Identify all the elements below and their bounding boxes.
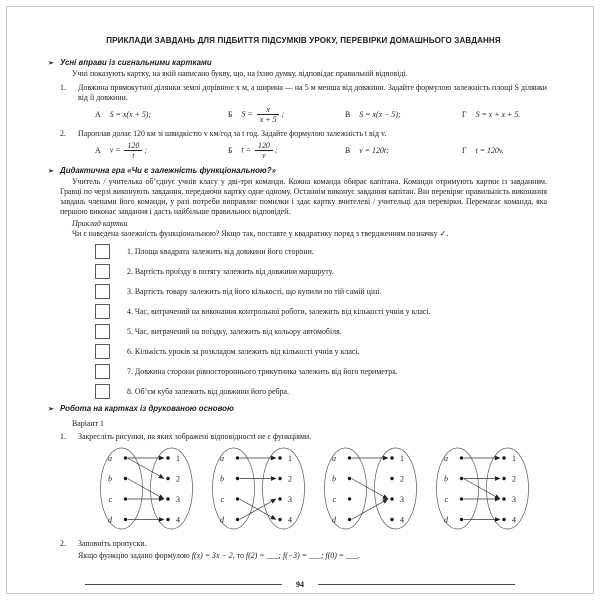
variant-label: Варіант 1 <box>72 419 104 428</box>
option-letter: А <box>95 109 101 119</box>
list-item <box>60 344 547 359</box>
statement-checkbox[interactable] <box>95 304 110 319</box>
statement-text: 5. Час, витрачений на поїздку, залежить від кольору автомобіля. <box>127 326 342 336</box>
svg-text:1: 1 <box>512 453 516 463</box>
option-letter: Г <box>462 145 467 155</box>
task-1 <box>60 432 547 442</box>
fill-text-post: то <box>234 551 246 560</box>
task-2-intro: Заповніть пропуски. <box>78 539 147 548</box>
task-1-text: Закресліть рисунки, на яких зображені відповідності не є функціями. <box>78 432 312 441</box>
answer-option <box>95 110 228 119</box>
list-item <box>60 304 547 319</box>
problem-2 <box>60 129 547 139</box>
svg-text:d: d <box>220 515 224 525</box>
page-title: ПРИКЛАДИ ЗАВДАНЬ ДЛЯ ПІДБИТТЯ ПІДСУМКІВ УРОКУ, ПЕРЕВІРКИ ДОМАШНЬОГО ЗАВДАННЯ <box>106 36 501 45</box>
footer-rule-right <box>318 584 515 585</box>
svg-text:b: b <box>444 474 448 484</box>
svg-text:1: 1 <box>288 453 292 463</box>
svg-text:c: c <box>332 494 336 504</box>
statement-checkbox[interactable] <box>95 364 110 379</box>
arrow-marker-icon: ➢ <box>48 168 54 175</box>
answer-option <box>345 146 462 155</box>
answer-option <box>228 105 345 124</box>
option-letter: В <box>345 109 351 119</box>
svg-text:b: b <box>332 474 336 484</box>
mapping-diagram-4 <box>432 445 533 533</box>
statement-checkbox[interactable] <box>95 324 110 339</box>
problem-2-number: 2. <box>60 129 66 138</box>
page-footer <box>0 580 600 589</box>
svg-text:4: 4 <box>400 515 404 525</box>
task-2 <box>60 539 547 549</box>
answer-option <box>95 141 228 160</box>
svg-text:3: 3 <box>512 494 516 504</box>
game-description: Учитель / учителька об’єднує учнів класу у дві-три команди. Кожна команда обирає капітана. Команди отримують картки із завданням. Гравці по черзі виконують завдання, передаючи картку одне одному. Останнім виконує завдання капітан. Він перевіряє правильність виконання завдань членами його команди, у разі потреби виправляє помилки і здає картку вчителеві / учительці для перевірки. Перемагає команда, яка першою виконає завдання і дасть найбільше правильних відповідей. <box>60 177 547 216</box>
option-formula: v = $\frac{120}{t}$ ; <box>109 140 147 160</box>
problem-2-options <box>60 139 547 161</box>
statement-text: 2. Вартість проїзду в потягу залежить від довжини маршруту. <box>127 266 334 276</box>
fraction: $\frac{120}{t}$ <box>124 141 142 160</box>
list-item <box>60 324 547 339</box>
option-formula: S = x(x + 5); <box>109 109 152 119</box>
problem-1-options <box>60 103 547 125</box>
fill-blanks[interactable]: f(2) = ___; f(−3) = ___; f(0) = ___. <box>245 551 360 560</box>
fraction: $\frac{120}{v}$ <box>255 141 273 160</box>
section-game-header <box>48 166 547 175</box>
statement-checkbox[interactable] <box>95 344 110 359</box>
svg-text:c: c <box>108 494 112 504</box>
list-item <box>60 284 547 299</box>
svg-text:a: a <box>332 453 336 463</box>
section-work-header <box>48 404 547 413</box>
card-example-label: Приклад картки <box>72 219 128 228</box>
svg-text:3: 3 <box>400 494 404 504</box>
svg-text:3: 3 <box>176 494 180 504</box>
card-question: Чи є наведена залежність функціональною? Якщо так, поставте у квадратику поряд з твердженням позначку ✓. <box>72 229 449 238</box>
answer-option <box>462 146 504 155</box>
section-work-title: Робота на картках із друкованою основою <box>60 404 234 413</box>
svg-text:3: 3 <box>288 494 292 504</box>
svg-text:1: 1 <box>400 453 404 463</box>
option-formula: t = 120v. <box>475 145 504 155</box>
statement-checkbox[interactable] <box>95 244 110 259</box>
svg-text:a: a <box>444 453 448 463</box>
statement-text: 4. Час, витрачений на виконання контрольної роботи, залежить від кількості учнів у класі. <box>127 306 431 316</box>
section-oral-title: Усні вправи із сигнальними картками <box>60 58 212 67</box>
document-page <box>48 36 547 561</box>
fill-formula: f(x) = 3x − 2, <box>191 551 235 560</box>
svg-text:d: d <box>332 515 336 525</box>
svg-text:4: 4 <box>512 515 516 525</box>
svg-text:a: a <box>108 453 112 463</box>
task-2-body <box>60 551 547 561</box>
option-formula: S = x + x + 5. <box>475 109 521 119</box>
svg-text:c: c <box>220 494 224 504</box>
option-formula: S = x(x − 5); <box>359 109 401 119</box>
card-statements-list <box>60 244 547 399</box>
statement-text: 6. Кількість уроків за розкладом залежить від кількості учнів у класі. <box>127 346 360 356</box>
option-formula: t = $\frac{120}{v}$ ; <box>241 140 278 160</box>
statement-text: 7. Довжина сторони рівностороннього трикутника залежить від його периметра. <box>127 366 398 376</box>
list-item <box>60 264 547 279</box>
fill-text-pre: Якщо функцію задано формулою <box>78 551 192 560</box>
svg-text:4: 4 <box>288 515 292 525</box>
svg-text:2: 2 <box>288 474 292 484</box>
fraction: $\frac{x}{x + 5}$ <box>257 105 280 124</box>
statement-checkbox[interactable] <box>95 284 110 299</box>
option-letter: А <box>95 145 101 155</box>
option-letter: В <box>345 145 351 155</box>
option-letter: Г <box>462 109 467 119</box>
svg-text:b: b <box>108 474 112 484</box>
svg-text:a: a <box>220 453 224 463</box>
svg-text:d: d <box>108 515 112 525</box>
statement-text: 8. Об’єм куба залежить від довжини його ребра. <box>127 386 289 396</box>
arrow-marker-icon: ➢ <box>48 60 54 67</box>
mapping-diagram-1 <box>96 445 197 533</box>
statement-checkbox[interactable] <box>95 384 110 399</box>
svg-text:c: c <box>444 494 448 504</box>
answer-option <box>228 141 345 160</box>
statement-checkbox[interactable] <box>95 264 110 279</box>
list-item <box>60 384 547 399</box>
answer-option <box>462 110 520 119</box>
arrow-marker-icon: ➢ <box>48 406 54 413</box>
answer-option <box>345 110 462 119</box>
problem-1-text: Довжина прямокутної ділянки землі дорівнює x м, а ширина — на 5 м менша від довжини. Задайте формулою залежність площі S ділянки від її довжини. <box>78 83 547 102</box>
svg-text:d: d <box>444 515 448 525</box>
task-2-number: 2. <box>60 539 66 548</box>
problem-2-text: Пароплав долає 120 км зі швидкістю v км/год за t год. Задайте формулою залежність t від v. <box>78 129 387 138</box>
svg-text:4: 4 <box>176 515 180 525</box>
statement-text: 1. Площа квадрата залежить від довжини його сторони. <box>127 246 314 256</box>
oral-intro-text: Учні показують картку, на якій написано букву, що, на їхню думку, відповідає правильній відповіді. <box>72 69 408 78</box>
svg-text:2: 2 <box>400 474 404 484</box>
option-formula: v = 120t; <box>359 145 389 155</box>
footer-rule-left <box>85 584 282 585</box>
statement-text: 3. Вартість товару залежить від його кількості, що купили по тій самій ціні. <box>127 286 382 296</box>
svg-text:2: 2 <box>176 474 180 484</box>
svg-text:2: 2 <box>512 474 516 484</box>
svg-text:b: b <box>220 474 224 484</box>
section-game-title: Дидактична гра «Чи є залежність функціональною?» <box>60 166 276 175</box>
problem-1 <box>60 83 547 103</box>
svg-text:1: 1 <box>176 453 180 463</box>
section-oral-header <box>48 58 547 67</box>
mapping-diagrams-row <box>60 445 547 533</box>
mapping-diagram-3 <box>320 445 421 533</box>
option-letter: Б <box>228 109 233 119</box>
list-item <box>60 364 547 379</box>
list-item <box>60 244 547 259</box>
task-1-number: 1. <box>60 432 66 441</box>
option-formula: S = $\frac{x}{x + 5}$ ; <box>241 104 285 124</box>
option-letter: Б <box>228 145 233 155</box>
mapping-diagram-2 <box>208 445 309 533</box>
problem-1-number: 1. <box>60 83 66 92</box>
page-number: 94 <box>296 580 304 589</box>
